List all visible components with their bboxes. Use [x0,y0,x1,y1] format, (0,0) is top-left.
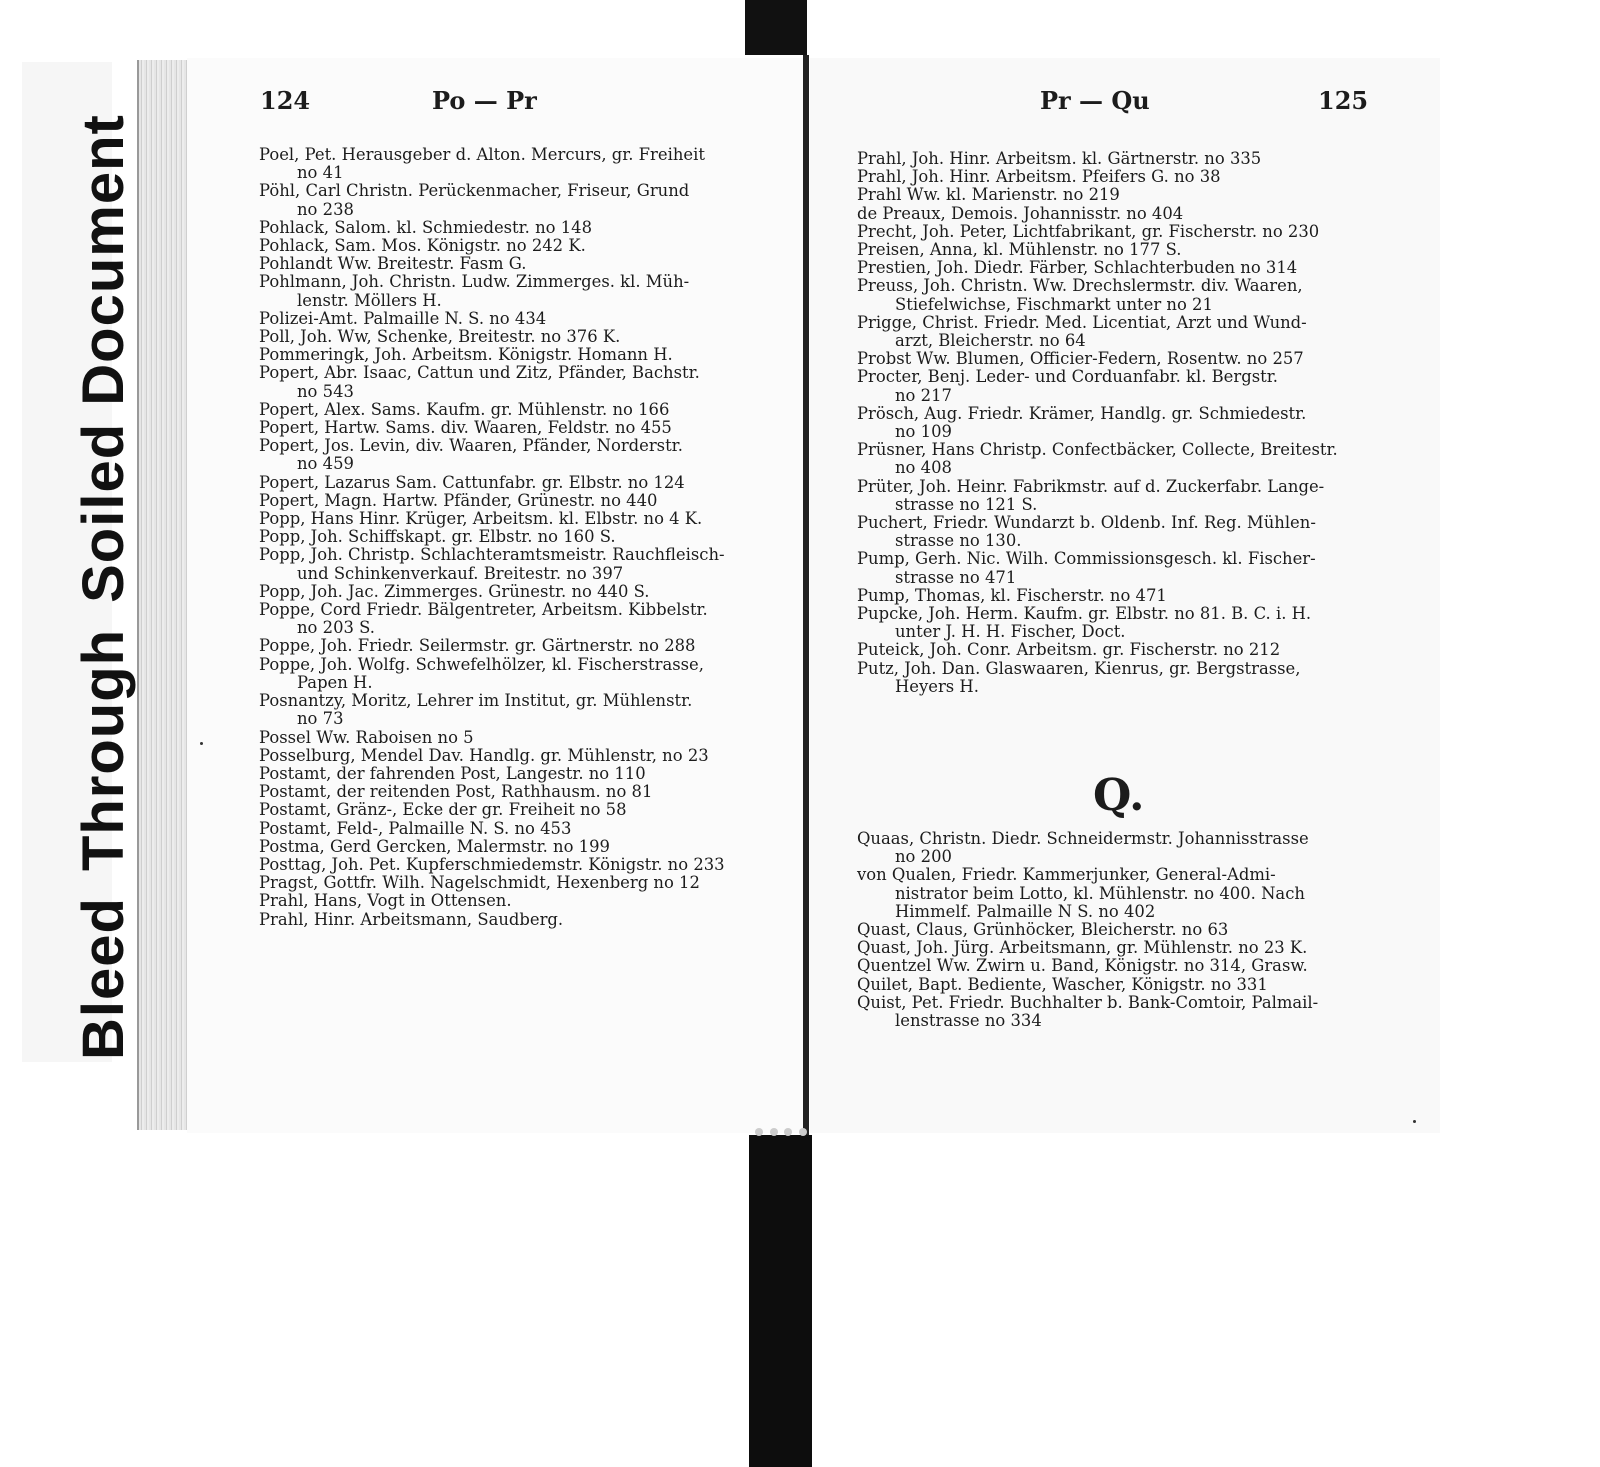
entry-line: Pohlandt Ww. Breitestr. Fasm G. [259,254,527,274]
entry-line: Quilet, Bapt. Bediente, Wascher, Königstr. no 331 [857,974,1268,994]
entry-continuation: Himmelf. Palmaille N S. no 402 [895,901,1156,921]
entry-continuation: no 459 [297,454,354,474]
section-letter-q: Q. [1093,770,1145,821]
entry-line: Prösch, Aug. Friedr. Krämer, Handlg. gr. Schmiedestr. [857,403,1307,423]
entry-line: Pupcke, Joh. Herm. Kaufm. gr. Elbstr. no 81. B. C. i. H. [857,604,1312,624]
entry-line: Quentzel Ww. Zwirn u. Band, Königstr. no 314, Grasw. [857,956,1308,976]
entry-line: Popp, Joh. Christp. Schlachteramtsmeistr. Rauchfleisch- [259,545,725,565]
directory-entry [857,186,1369,204]
directory-entry [259,310,765,328]
directory-entry [259,273,765,309]
entry-line: de Preaux, Demois. Johannisstr. no 404 [857,203,1184,223]
entry-line: Prahl, Hinr. Arbeitsmann, Saudberg. [259,909,564,929]
entry-line: Popert, Abr. Isaac, Cattun und Zitz, Pfänder, Bachstr. [259,363,700,383]
entry-line: Posttag, Joh. Pet. Kupferschmiedemstr. Königstr. no 233 [259,854,725,874]
entry-line: Postamt, der fahrenden Post, Langestr. no 110 [259,763,646,783]
entry-line: Prahl Ww. kl. Marienstr. no 219 [857,185,1120,205]
entry-line: Quast, Claus, Grünhöcker, Bleicherstr. no 63 [857,920,1229,940]
right-page-number: 125 [1318,86,1369,115]
entry-line: Quaas, Christn. Diedr. Schneidermstr. Johannisstrasse [857,829,1309,848]
directory-entry [259,801,765,819]
directory-entry [259,182,765,218]
directory-entry [259,364,765,400]
entry-line: Pohlack, Salom. kl. Schmiedestr. no 148 [259,217,593,237]
entry-continuation: unter J. H. H. Fischer, Doct. [895,622,1126,642]
directory-entry [857,405,1369,441]
directory-entry [857,660,1369,696]
directory-entry [857,976,1369,994]
entry-line: Poel, Pet. Herausgeber d. Alton. Mercurs, gr. Freiheit [259,145,705,164]
directory-entry [857,205,1369,223]
stamp-word-3: Soiled Document [71,114,136,603]
stamp-word-1: Bleed [71,897,136,1060]
directory-entry [259,492,765,510]
entry-line: Postamt, Feld-, Palmaille N. S. no 453 [259,818,572,838]
entry-line: Prahl, Joh. Hinr. Arbeitsm. Pfeifers G. no 38 [857,167,1221,187]
entry-continuation: no 408 [895,458,952,478]
entry-continuation: no 217 [895,385,952,405]
entry-continuation: Heyers H. [895,676,979,696]
entry-continuation: no 543 [297,381,354,401]
left-directory-list [259,146,765,929]
entry-line: Pump, Thomas, kl. Fischerstr. no 471 [857,585,1167,605]
entry-line: Puchert, Friedr. Wundarzt b. Oldenb. Inf. Reg. Mühlen- [857,513,1316,533]
directory-entry [259,528,765,546]
entry-line: Postamt, Gränz-, Ecke der gr. Freiheit no 58 [259,800,627,820]
entry-line: Prüsner, Hans Christp. Confectbäcker, Collecte, Breitestr. [857,440,1338,460]
entry-continuation: no 73 [297,709,344,729]
directory-entry [857,350,1369,368]
entry-line: Poppe, Joh. Wolfg. Schwefelhölzer, kl. Fischerstrasse, [259,654,704,674]
entry-line: Preuss, Joh. Christn. Ww. Drechslermstr. div. Waaren, [857,276,1303,296]
entry-continuation: lenstrasse no 334 [895,1011,1042,1031]
directory-entry [259,747,765,765]
directory-entry [857,550,1369,586]
entry-line: Quast, Joh. Jürg. Arbeitsmann, gr. Mühlenstr. no 23 K. [857,938,1308,958]
directory-entry [857,830,1369,866]
entry-continuation: lenstr. Möllers H. [297,290,442,310]
directory-entry [857,259,1369,277]
entry-line: Postamt, der reitenden Post, Rathhausm. no 81 [259,782,653,802]
book-page-edges [137,60,189,1130]
directory-entry [857,994,1369,1030]
right-page-range: Pr — Qu [1040,86,1150,115]
directory-entry [259,765,765,783]
entry-line: Putz, Joh. Dan. Glaswaaren, Kienrus, gr. Bergstrasse, [857,658,1301,678]
directory-entry [857,957,1369,975]
entry-line: Popp, Joh. Jac. Zimmerges. Grünestr. no 440 S. [259,581,650,601]
directory-entry [259,255,765,273]
directory-entry [857,441,1369,477]
entry-continuation: strasse no 130. [895,531,1022,551]
binding-rings [752,1128,810,1138]
directory-entry [259,856,765,874]
entry-line: Pragst, Gottfr. Wilh. Nagelschmidt, Hexenberg no 12 [259,873,700,893]
spine-bottom-clip [749,1135,812,1467]
directory-entry [259,892,765,910]
entry-continuation: no 109 [895,422,952,442]
entry-line: Popert, Lazarus Sam. Cattunfabr. gr. Elbstr. no 124 [259,472,685,492]
entry-continuation: strasse no 121 S. [895,494,1038,514]
entry-line: Pöhl, Carl Christn. Perückenmacher, Friseur, Grund [259,181,690,201]
entry-line: Popert, Magn. Hartw. Pfänder, Grünestr. no 440 [259,490,658,510]
entry-line: von Qualen, Friedr. Kammerjunker, General-Admi- [857,865,1276,885]
directory-entry [857,921,1369,939]
entry-continuation: nistrator beim Lotto, kl. Mühlenstr. no 400. Nach [895,883,1305,903]
entry-line: Prestien, Joh. Diedr. Färber, Schlachterbuden no 314 [857,258,1298,278]
spine-top-clip [745,0,807,55]
directory-entry [857,223,1369,241]
entry-line: Posselburg, Mendel Dav. Handlg. gr. Mühlenstr, no 23 [259,745,709,765]
directory-entry [857,168,1369,186]
directory-entry [259,437,765,473]
entry-continuation: no 200 [895,847,952,867]
directory-entry [259,783,765,801]
directory-entry [259,346,765,364]
directory-entry [857,939,1369,957]
entry-line: Possel Ww. Raboisen no 5 [259,727,474,747]
directory-entry [857,314,1369,350]
entry-continuation: und Schinkenverkauf. Breitestr. no 397 [297,563,624,583]
directory-entry [259,546,765,582]
directory-entry [259,911,765,929]
entry-line: Procter, Benj. Leder- und Corduanfabr. kl. Bergstr. [857,367,1278,387]
entry-continuation: no 238 [297,199,354,219]
entry-continuation: Stiefelwichse, Fischmarkt unter no 21 [895,294,1213,314]
entry-line: Prüter, Joh. Heinr. Fabrikmstr. auf d. Zuckerfabr. Lange- [857,476,1325,496]
directory-entry [259,729,765,747]
directory-entry [857,605,1369,641]
directory-entry [259,692,765,728]
directory-entry [259,874,765,892]
page-speck [200,742,203,745]
directory-entry [857,368,1369,404]
book-gutter [803,55,809,1140]
entry-line: Precht, Joh. Peter, Lichtfabrikant, gr. Fischerstr. no 230 [857,221,1320,241]
entry-line: Popp, Joh. Schiffskapt. gr. Elbstr. no 160 S. [259,527,616,547]
entry-line: Pohlack, Sam. Mos. Königstr. no 242 K. [259,236,586,256]
directory-entry [259,146,765,182]
entry-line: Poppe, Joh. Friedr. Seilermstr. gr. Gärtnerstr. no 288 [259,636,696,656]
page-speck [1413,1120,1416,1123]
entry-continuation: strasse no 471 [895,567,1017,587]
entry-line: Polizei-Amt. Palmaille N. S. no 434 [259,308,547,328]
entry-line: Postma, Gerd Gercken, Malermstr. no 199 [259,836,610,856]
entry-line: Prahl, Joh. Hinr. Arbeitsm. kl. Gärtnerstr. no 335 [857,149,1262,168]
directory-entry [857,150,1369,168]
entry-line: Popert, Hartw. Sams. div. Waaren, Feldstr. no 455 [259,418,672,438]
directory-entry [259,510,765,528]
directory-entry [259,838,765,856]
entry-line: Poppe, Cord Friedr. Bälgentreter, Arbeitsm. Kibbelstr. [259,600,708,620]
stamp-word-2: Through [71,628,136,872]
entry-continuation: no 203 S. [297,618,375,638]
directory-entry [259,637,765,655]
entry-line: Popert, Alex. Sams. Kaufm. gr. Mühlenstr. no 166 [259,399,670,419]
directory-entry [857,641,1369,659]
entry-line: Preisen, Anna, kl. Mühlenstr. no 177 S. [857,240,1182,260]
directory-entry [857,866,1369,921]
left-page-number: 124 [260,86,311,115]
directory-entry [259,601,765,637]
directory-entry [259,656,765,692]
right-directory-list [857,150,1369,696]
entry-line: Prigge, Christ. Friedr. Med. Licentiat, Arzt und Wund- [857,312,1307,332]
entry-continuation: arzt, Bleicherstr. no 64 [895,331,1086,351]
directory-entry [857,277,1369,313]
entry-line: Pommeringk, Joh. Arbeitsm. Königstr. Homann H. [259,345,673,365]
directory-entry [259,237,765,255]
directory-entry [857,587,1369,605]
entry-line: Puteick, Joh. Conr. Arbeitsm. gr. Fischerstr. no 212 [857,640,1281,660]
entry-line: Popert, Jos. Levin, div. Waaren, Pfänder, Norderstr. [259,436,683,456]
entry-line: Pohlmann, Joh. Christn. Ludw. Zimmerges. kl. Müh- [259,272,690,292]
directory-entry [259,328,765,346]
directory-entry [857,241,1369,259]
directory-entry [259,419,765,437]
entry-line: Posnantzy, Moritz, Lehrer im Institut, gr. Mühlenstr. [259,691,693,711]
entry-continuation: Papen H. [297,672,373,692]
directory-entry [259,219,765,237]
directory-entry [857,514,1369,550]
entry-line: Poll, Joh. Ww, Schenke, Breitestr. no 376 K. [259,327,621,347]
entry-line: Popp, Hans Hinr. Krüger, Arbeitsm. kl. Elbstr. no 4 K. [259,509,703,529]
entry-line: Prahl, Hans, Vogt in Ottensen. [259,891,512,911]
entry-line: Probst Ww. Blumen, Officier-Federn, Rosentw. no 257 [857,349,1304,369]
directory-entry [259,583,765,601]
directory-entry [857,478,1369,514]
entry-continuation: no 41 [297,163,344,183]
directory-entry [259,820,765,838]
q-directory-list [857,830,1369,1030]
entry-line: Quist, Pet. Friedr. Buchhalter b. Bank-Comtoir, Palmail- [857,992,1319,1012]
directory-entry [259,474,765,492]
left-page-range: Po — Pr [432,86,537,115]
bleed-through-soiled-stamp [70,88,137,1060]
entry-line: Pump, Gerh. Nic. Wilh. Commissionsgesch. kl. Fischer- [857,549,1316,569]
directory-entry [259,401,765,419]
